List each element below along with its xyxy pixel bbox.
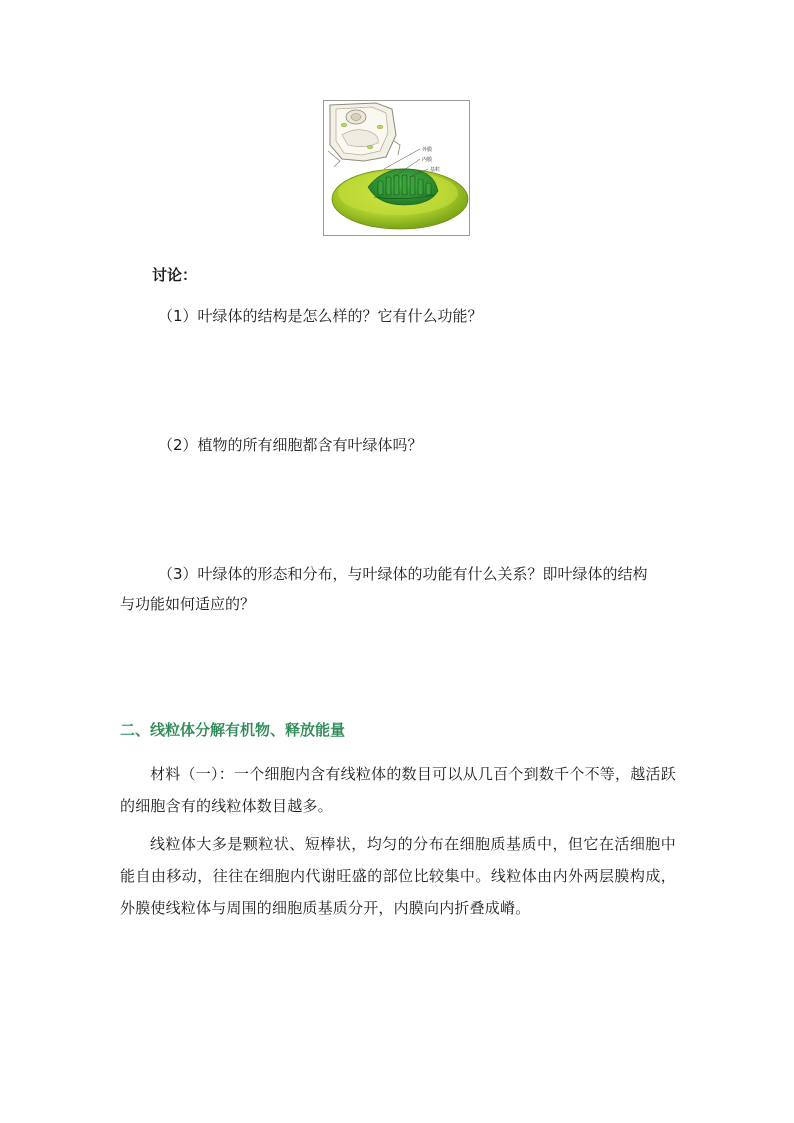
plant-cell-sketch	[328, 103, 400, 167]
material-paragraph-2: 线粒体大多是颗粒状、短棒状，均匀的分布在细胞质基质中，但它在活细胞中能自由移动，往往在细胞内代谢旺盛的部位比较集中。线粒体由内外两层膜构成，外膜使线粒体与周围的细胞质基质分开，内膜向内折叠成嵴。	[120, 835, 676, 917]
label-outer-membrane: 外膜	[422, 147, 433, 153]
chloroplast-figure	[323, 100, 470, 236]
material-paragraph-1: 材料（一）：一个细胞内含有线粒体的数目可以从几百个到数千个不等，越活跃的细胞含有的线粒体数目越多。	[120, 765, 676, 815]
label-inner-membrane: 内膜	[422, 157, 433, 163]
question-2: （2）植物的所有细胞都含有叶绿体吗？	[158, 436, 423, 454]
question-3-line-2: 与功能如何适应的？	[120, 595, 256, 613]
section-heading: 二、线粒体分解有机物、释放能量	[120, 721, 346, 739]
chloroplast-illustration	[324, 101, 469, 235]
chloroplast-body	[332, 169, 468, 229]
discussion-label: 讨论：	[152, 266, 198, 284]
question-3-line-1: （3）叶绿体的形态和分布，与叶绿体的功能有什么关系？即叶绿体的结构	[158, 565, 648, 583]
label-grana: 基粒	[430, 167, 441, 173]
question-1: （1）叶绿体的结构是怎么样的？它有什么功能？	[158, 307, 483, 325]
